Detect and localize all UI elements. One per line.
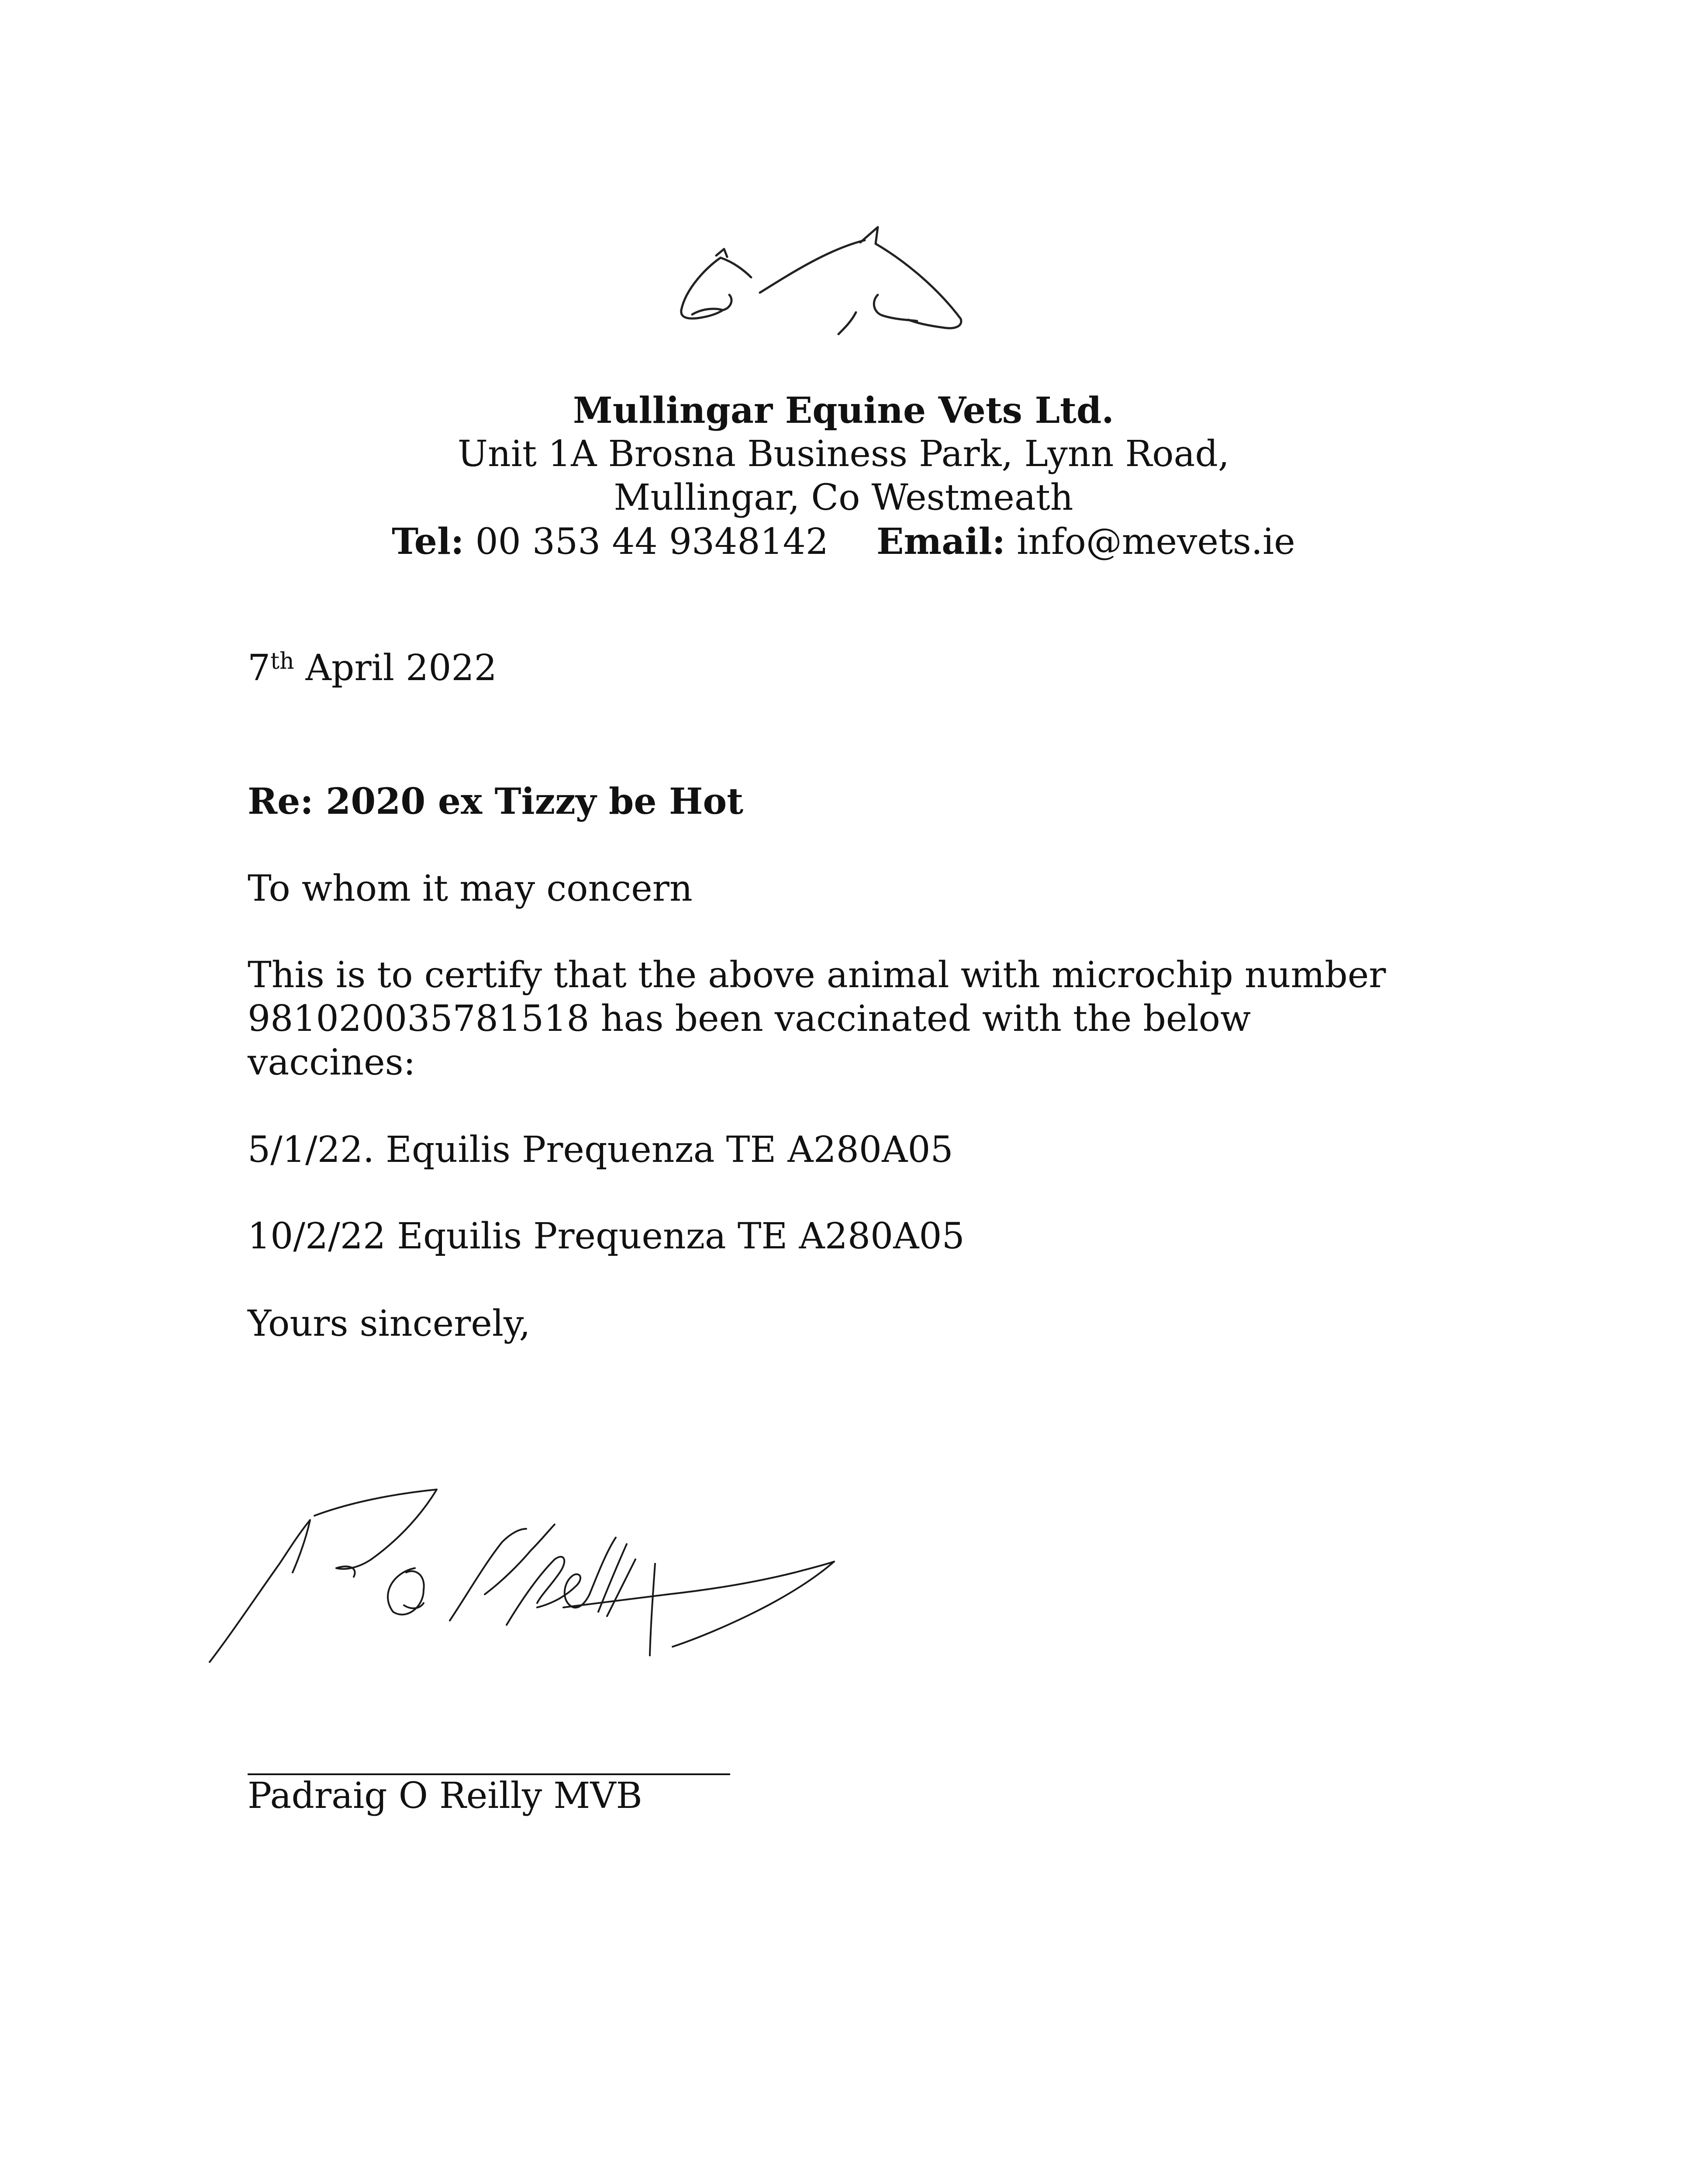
address-line-2: Mullingar, Co Westmeath — [614, 477, 1073, 518]
address-line-1: Unit 1A Brosna Business Park, Lynn Road, — [457, 433, 1230, 475]
letterhead — [0, 389, 1687, 564]
body-line-1: This is to certify that the above animal with microchip number — [248, 954, 1386, 996]
email-label: Email: — [876, 521, 1005, 563]
company-name: Mullingar Equine Vets Ltd. — [573, 390, 1114, 432]
date-rest: April 2022 — [294, 647, 497, 689]
vaccination-entry: 5/1/22. Equilis Prequenza TE A280A05 — [248, 1129, 953, 1171]
date-suffix: th — [270, 648, 294, 674]
date-day: 7 — [248, 647, 271, 689]
body-line-2: 981020035781518 has been vaccinated with the below — [248, 998, 1251, 1040]
closing: Yours sincerely, — [248, 1303, 531, 1344]
handwritten-signature — [205, 1463, 843, 1673]
signatory-name: Padraig O Reilly MVB — [248, 1775, 642, 1817]
letter-date — [248, 646, 497, 690]
body-line-3: vaccines: — [248, 1042, 416, 1083]
salutation: To whom it may concern — [248, 868, 693, 909]
contact-line — [0, 520, 1687, 564]
tel-label: Tel: — [392, 521, 464, 563]
tel-value: 00 353 44 9348142 — [475, 521, 829, 563]
email-value: info@mevets.ie — [1017, 521, 1295, 563]
two-horse-heads-logo-icon — [673, 223, 974, 345]
letter-subject: Re: 2020 ex Tizzy be Hot — [248, 781, 744, 822]
vaccination-entry: 10/2/22 Equilis Prequenza TE A280A05 — [248, 1216, 965, 1257]
